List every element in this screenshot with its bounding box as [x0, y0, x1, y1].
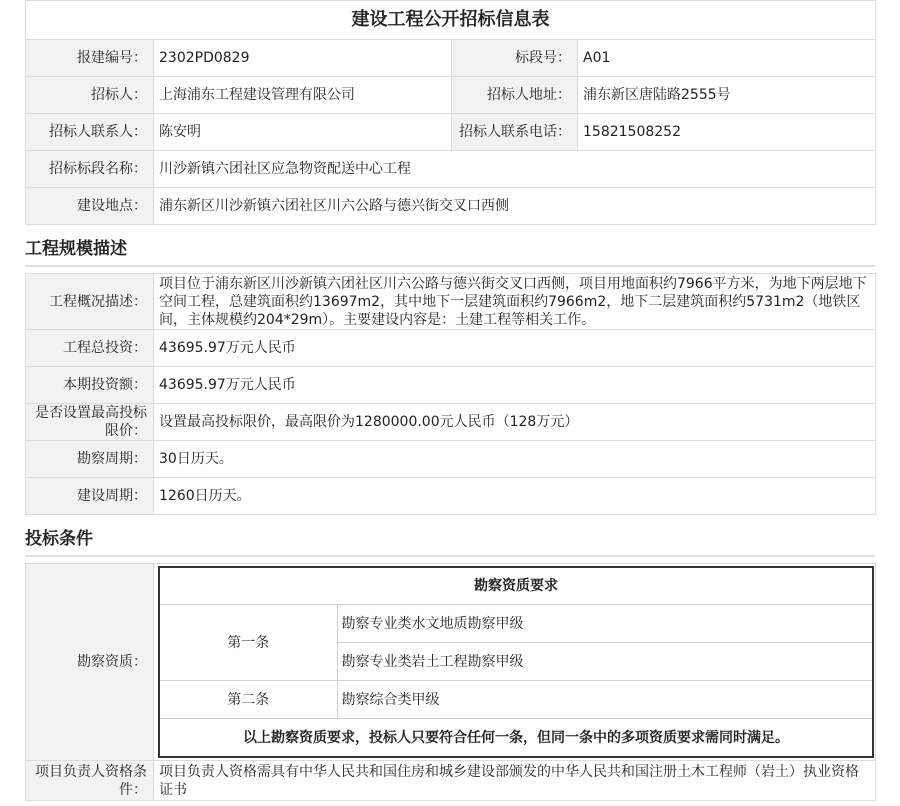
field-label: 勘察资质：: [26, 564, 154, 761]
scale-table: [25, 273, 876, 515]
field-label: 招标人联系电话：: [452, 114, 578, 151]
field-label: 是否设置最高投标限价：: [26, 404, 154, 441]
field-value: 43695.97万元人民币: [154, 330, 876, 367]
clause-item: 勘察综合类甲级: [337, 681, 873, 719]
field-value: 2302PD0829: [154, 40, 452, 77]
clause-label: 第一条: [159, 605, 337, 681]
field-label: 招标人：: [26, 77, 154, 114]
field-value: 浦东新区川沙新镇六团社区川六公路与德兴街交叉口西侧: [154, 188, 876, 225]
scale-row: [26, 478, 876, 515]
pm-row: [26, 761, 876, 801]
field-value: 陈安明: [154, 114, 452, 151]
qual-requirements-table: [158, 566, 874, 758]
page-title: 建设工程公开招标信息表: [26, 1, 876, 40]
scale-row: [26, 330, 876, 367]
field-label: 工程概况描述：: [26, 274, 154, 330]
section-heading-bid: 投标条件: [25, 515, 875, 557]
field-value: 43695.97万元人民币: [154, 367, 876, 404]
bid-table: [25, 563, 876, 801]
field-label: 招标标段名称：: [26, 151, 154, 188]
clause-row: [159, 605, 873, 643]
scale-row: [26, 274, 876, 330]
qual-row: [26, 564, 876, 761]
qual-cell: [154, 564, 876, 761]
info-row: [26, 188, 876, 225]
field-value: 1260日历天。: [154, 478, 876, 515]
field-label: 招标人地址：: [452, 77, 578, 114]
inner-title: 勘察资质要求: [159, 567, 873, 605]
field-label: 招标人联系人：: [26, 114, 154, 151]
field-label: 勘察周期：: [26, 441, 154, 478]
field-value: 上海浦东工程建设管理有限公司: [154, 77, 452, 114]
page: [25, 0, 875, 801]
field-value: 设置最高投标限价，最高限价为1280000.00元人民币（128万元）: [154, 404, 876, 441]
clause-item: 勘察专业类岩土工程勘察甲级: [337, 643, 873, 681]
scale-row: [26, 404, 876, 441]
info-row: [26, 77, 876, 114]
field-label: 本期投资额：: [26, 367, 154, 404]
info-table: [25, 0, 876, 225]
info-row: [26, 114, 876, 151]
field-label: 建设地点：: [26, 188, 154, 225]
qual-note: 以上勘察资质要求，投标人只要符合任何一条，但同一条中的多项资质要求需同时满足。: [159, 719, 873, 758]
field-value: 15821508252: [578, 114, 876, 151]
field-value: 30日历天。: [154, 441, 876, 478]
field-value: 项目位于浦东新区川沙新镇六团社区川六公路与德兴街交叉口西侧，项目用地面积约7966平方米，为地下两层地下空间工程，总建筑面积约13697m2，其中地下一层建筑面积约7966m2，地下二层建筑面积约5731m2（地铁区间，主体规模约204*29m）。主要建设内容是：土建工程等相关工作。: [154, 274, 876, 330]
clause-label: 第二条: [159, 681, 337, 719]
field-label: 标段号：: [452, 40, 578, 77]
note-row: [159, 719, 873, 758]
scale-row: [26, 441, 876, 478]
field-value: A01: [578, 40, 876, 77]
field-value: 川沙新镇六团社区应急物资配送中心工程: [154, 151, 876, 188]
inner-head-row: [159, 567, 873, 605]
field-value: 项目负责人资格需具有中华人民共和国住房和城乡建设部颁发的中华人民共和国注册土木工程师（岩土）执业资格证书: [154, 761, 876, 801]
title-row: [26, 1, 876, 40]
field-label: 工程总投资：: [26, 330, 154, 367]
info-row: [26, 151, 876, 188]
field-label: 项目负责人资格条件：: [26, 761, 154, 801]
clause-item: 勘察专业类水文地质勘察甲级: [337, 605, 873, 643]
field-value: 浦东新区唐陆路2555号: [578, 77, 876, 114]
field-label: 报建编号：: [26, 40, 154, 77]
clause-row: [159, 681, 873, 719]
section-heading-scale: 工程规模描述: [25, 225, 875, 267]
field-label: 建设周期：: [26, 478, 154, 515]
info-row: [26, 40, 876, 77]
scale-row: [26, 367, 876, 404]
